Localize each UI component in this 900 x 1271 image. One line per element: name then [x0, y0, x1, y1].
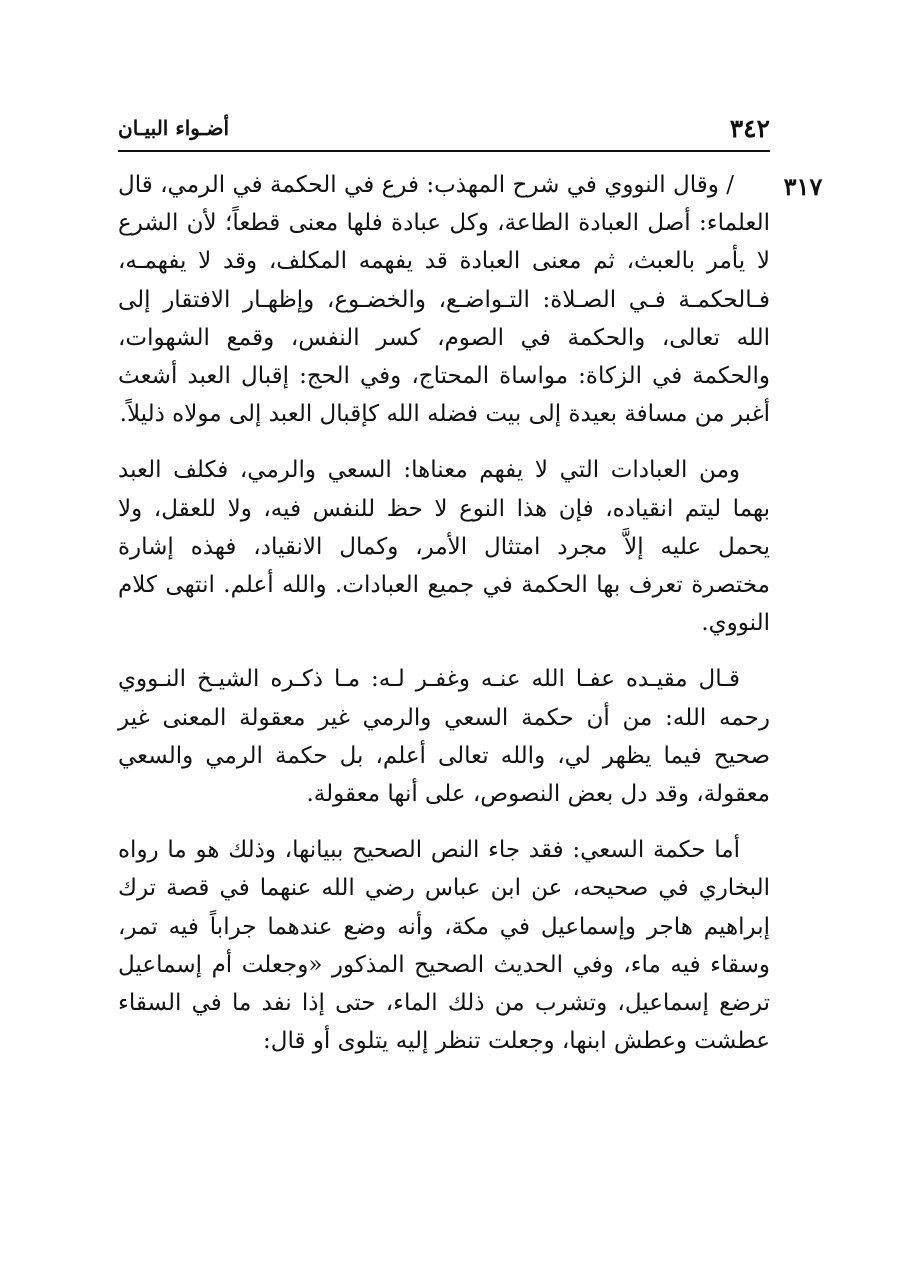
margin-page-reference: ٣١٧ [783, 172, 823, 201]
paragraph-author-response: قـال مقيـده عفـا الله عنـه وغفـر لـه: مـا ذكـره الشيـخ النـووي رحمه الله: من أن حكمة السعي والرمي غير معقولة المعنى غير صحيح فيما يظهر لي، والله تعالى أعلم، بل حكمة الرمي والسعي معقولة، وقد دل بعض النصوص، على أنها معقولة. [118, 666, 770, 808]
paragraph-nawawi-quote: / وقال النووي في شرح المهذب: فرع في الحكمة في الرمي، قال العلماء: أصل العبادة الطاعة، وكل عبادة فلها معنى قطعاً؛ لأن الشرع لا يأمر بالعبث، ثم معنى العبادة قد يفهمه المكلف، وقد لا يفهمـه، فـالحكمـة فـي الصـلاة: التـواضـع، والخضـوع، وإظهـار الافتقار إلى الله تعالى، والحكمة في الصوم، كسر النفس، وقمع الشهوات، والحكمة في الزكاة: مواساة المحتاج، وفي الحج: إقبال العبد أشعث أغبر من مسافة بعيدة إلى بيت فضله الله كإقبال العبد إلى مولاه ذليلاً. [118, 172, 770, 428]
paragraph-wisdom-of-sai: أما حكمة السعي: فقد جاء النص الصحيح ببيانها، وذلك هو ما رواه البخاري في صحيحه، عن ابن عباس رضي الله عنهما في قصة ترك إبراهيم هاجر وإسماعيل في مكة، وأنه وضع عندهما جراباً فيه تمر، وسقاء فيه ماء، وفي الحديث الصحيح المذكور «وجعلت أم إسماعيل ترضع إسماعيل، وتشرب من ذلك الماء، حتى إذا نفد ما في السقاء عطشت وعطش ابنها، وجعلت تنظر إليه يتلوى أو قال: [118, 837, 770, 1055]
paragraph-unexplained-acts: ومن العبادات التي لا يفهم معناها: السعي والرمي، فكلف العبد بهما ليتم انقياده، فإن هذا النوع لا حظ للنفس فيه، ولا للعقل، ولا يحمل عليه إلاَّ مجرد امتثال الأمر، وكمال الانقياد، فهذه إشارة مختصرة تعرف بها الحكمة في جميع العبادات. والله أعلم. انتهى كلام النووي. [118, 457, 770, 637]
header-divider [118, 150, 770, 152]
running-title: أضـواء البيـان [118, 116, 230, 140]
page-number: ٣٤٢ [729, 114, 770, 143]
page-header [118, 110, 770, 150]
page-body [118, 166, 770, 1078]
